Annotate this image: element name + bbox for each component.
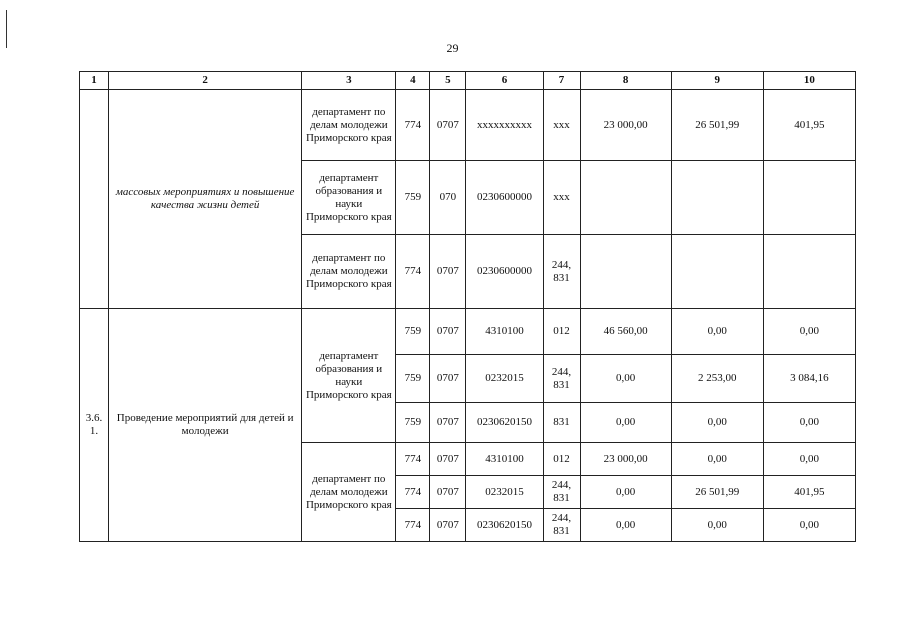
cell-c7: 244, 831 [543,235,580,309]
column-header: 7 [543,72,580,90]
column-header: 3 [302,72,396,90]
column-header: 4 [396,72,430,90]
cell-c7: 244, 831 [543,355,580,403]
column-header: 5 [430,72,466,90]
header-row [80,72,856,90]
cell-c7: 244, 831 [543,476,580,509]
cell-c6: 0230620150 [466,509,543,542]
cell-c9 [671,235,763,309]
cell-c8: 0,00 [580,509,671,542]
cell-c5: 0707 [430,90,466,161]
cell-c8: 23 000,00 [580,443,671,476]
cell-c6: 0230620150 [466,403,543,443]
cell-c5: 0707 [430,509,466,542]
cell-c4: 774 [396,509,430,542]
cell-c4: 759 [396,309,430,355]
cell-c8: 23 000,00 [580,90,671,161]
department-cell: департамент образования и науки Приморского края [302,309,396,443]
cell-c4: 774 [396,235,430,309]
cell-c8: 46 560,00 [580,309,671,355]
item-number-cell: 3.6. 1. [80,309,109,542]
cell-c7: 012 [543,443,580,476]
cell-c10: 0,00 [763,509,855,542]
cell-c10: 3 084,16 [763,355,855,403]
cell-c6: хххххххххх [466,90,543,161]
cell-c5: 070 [430,161,466,235]
cell-c8: 0,00 [580,403,671,443]
cell-c4: 759 [396,403,430,443]
cell-c5: 0707 [430,476,466,509]
column-header: 2 [109,72,302,90]
cell-c5: 0707 [430,403,466,443]
cell-c7: ххх [543,90,580,161]
cell-c9: 2 253,00 [671,355,763,403]
cell-c6: 0232015 [466,476,543,509]
cell-c8 [580,161,671,235]
column-header: 1 [80,72,109,90]
cell-c6: 0232015 [466,355,543,403]
cell-c10: 0,00 [763,403,855,443]
cell-c5: 0707 [430,355,466,403]
cell-c10 [763,161,855,235]
cell-c9: 26 501,99 [671,90,763,161]
cell-c9: 0,00 [671,309,763,355]
cell-c9 [671,161,763,235]
department-cell: департамент по делам молодежи Приморского края [302,443,396,542]
column-header: 9 [671,72,763,90]
cell-c5: 0707 [430,443,466,476]
cell-c10: 0,00 [763,309,855,355]
cell-c4: 774 [396,476,430,509]
cell-c4: 759 [396,355,430,403]
column-header: 8 [580,72,671,90]
table-row [80,309,856,355]
cell-c4: 774 [396,443,430,476]
cell-c9: 0,00 [671,443,763,476]
continued-item-name: массовых мероприятиях и повышение качества жизни детей [109,90,302,309]
cell-c5: 0707 [430,235,466,309]
cell-c6: 0230600000 [466,235,543,309]
column-header: 10 [763,72,855,90]
cell-c10: 0,00 [763,443,855,476]
column-header: 6 [466,72,543,90]
table-row [80,90,856,161]
cell-c8: 0,00 [580,476,671,509]
cell-c7: 244, 831 [543,509,580,542]
cell-c6: 4310100 [466,309,543,355]
cell-c7: 012 [543,309,580,355]
cell-c9: 0,00 [671,509,763,542]
budget-table [79,71,856,542]
cell-c6: 4310100 [466,443,543,476]
department-cell: департамент образования и науки Приморского края [302,161,396,235]
cell-c4: 774 [396,90,430,161]
cell-c10 [763,235,855,309]
cell-c9: 26 501,99 [671,476,763,509]
cell-c4: 759 [396,161,430,235]
department-cell: департамент по делам молодежи Приморского края [302,90,396,161]
item-number-cell [80,90,109,309]
cell-c10: 401,95 [763,476,855,509]
cell-c10: 401,95 [763,90,855,161]
page-number: 29 [446,41,459,55]
cell-c8 [580,235,671,309]
cell-c6: 0230600000 [466,161,543,235]
item-name-cell: Проведение мероприятий для детей и молодежи [109,309,302,542]
department-cell: департамент по делам молодежи Приморского края [302,235,396,309]
cell-c9: 0,00 [671,403,763,443]
cell-c7: 831 [543,403,580,443]
cell-c8: 0,00 [580,355,671,403]
cell-c5: 0707 [430,309,466,355]
cell-c7: ххх [543,161,580,235]
